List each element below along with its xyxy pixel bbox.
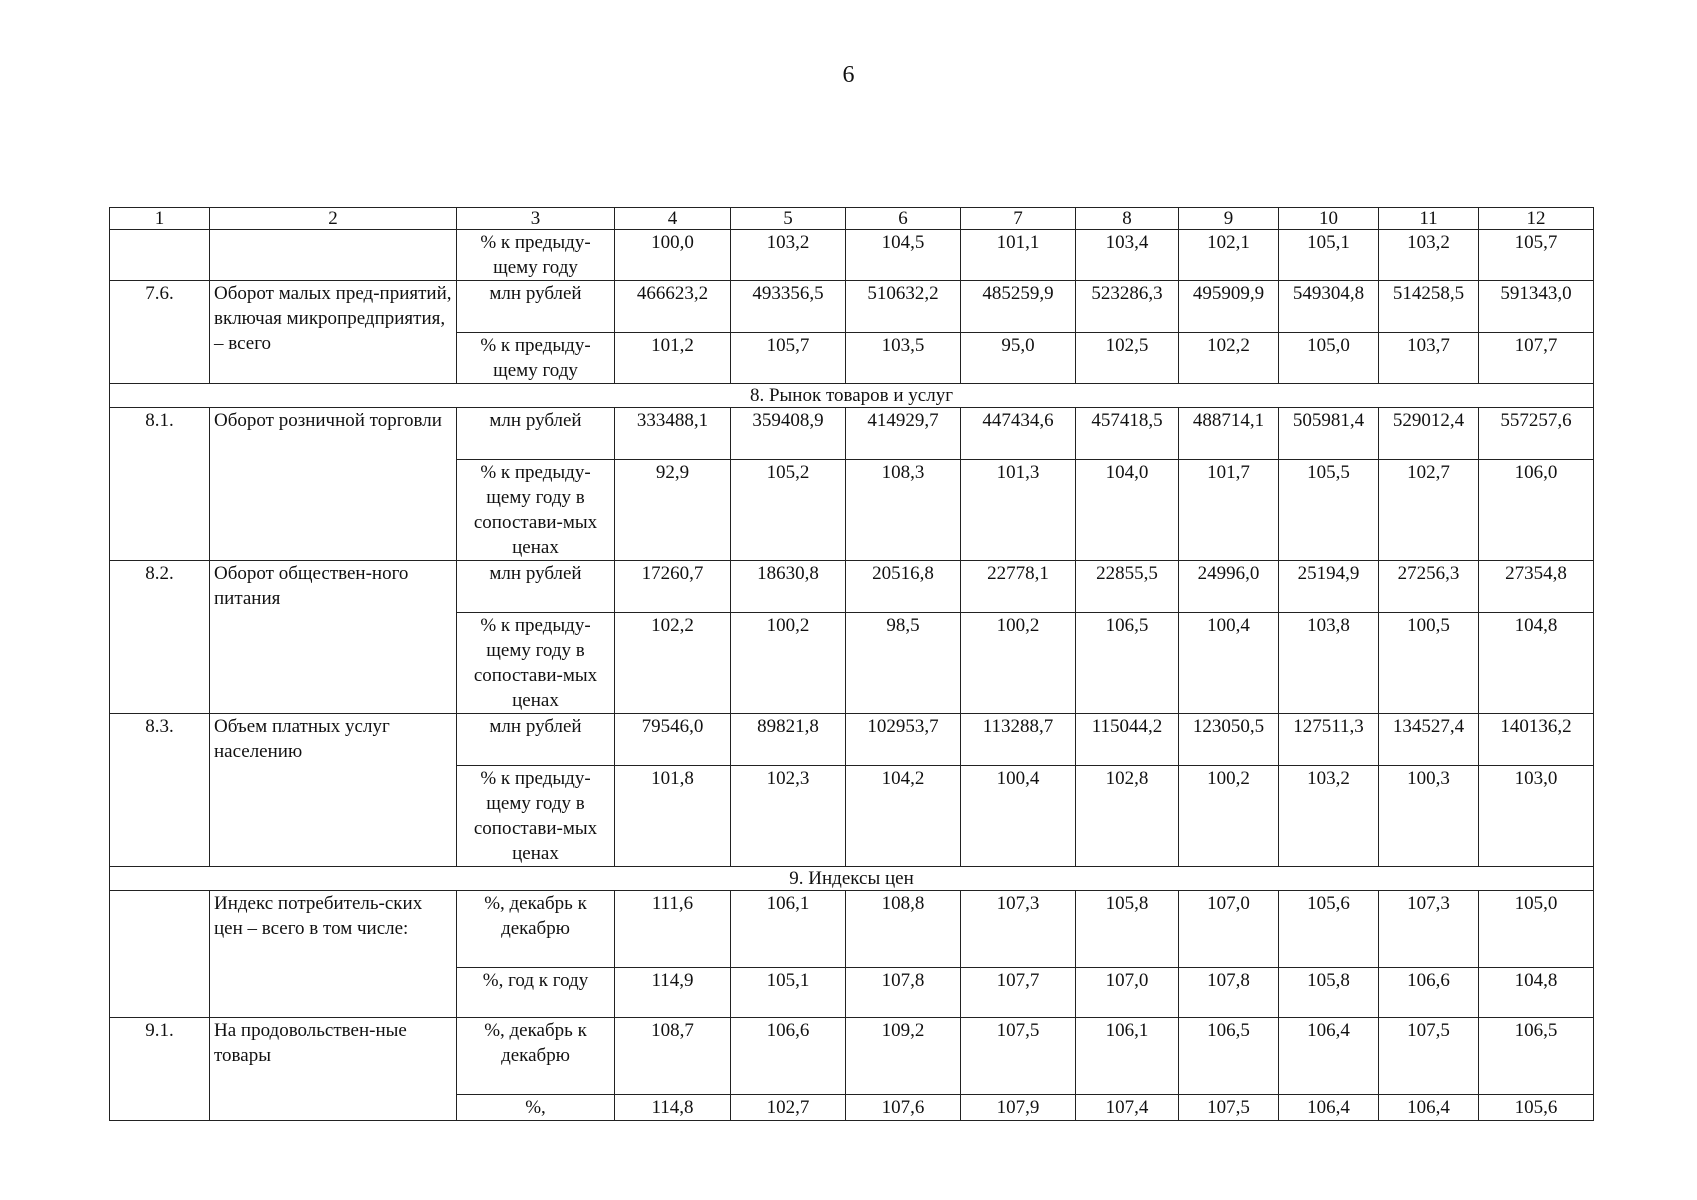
value-cell: 111,6 — [615, 891, 731, 968]
section-row — [110, 867, 1594, 891]
value-cell: 100,4 — [961, 766, 1076, 867]
value-cell: 20516,8 — [846, 561, 961, 613]
value-cell: 107,7 — [1479, 333, 1594, 384]
value-cell: 98,5 — [846, 613, 961, 714]
code-cell — [110, 891, 210, 1018]
value-cell: 105,7 — [731, 333, 846, 384]
value-cell: 104,8 — [1479, 968, 1594, 1018]
value-cell: 107,0 — [1076, 968, 1179, 1018]
value-cell: 505981,4 — [1279, 408, 1379, 460]
value-cell: 108,3 — [846, 460, 961, 561]
table-row — [110, 408, 1594, 460]
value-cell: 109,2 — [846, 1018, 961, 1095]
value-cell: 103,2 — [1279, 766, 1379, 867]
value-cell: 102,7 — [1379, 460, 1479, 561]
value-cell: 485259,9 — [961, 281, 1076, 333]
header-cell: 11 — [1379, 208, 1479, 230]
unit-cell: млн рублей — [457, 714, 615, 766]
value-cell: 523286,3 — [1076, 281, 1179, 333]
value-cell: 27256,3 — [1379, 561, 1479, 613]
value-cell: 102,2 — [1179, 333, 1279, 384]
value-cell: 105,2 — [731, 460, 846, 561]
value-cell: 105,6 — [1479, 1095, 1594, 1121]
value-cell: 104,0 — [1076, 460, 1179, 561]
header-cell: 12 — [1479, 208, 1594, 230]
value-cell: 102,2 — [615, 613, 731, 714]
value-cell: 107,6 — [846, 1095, 961, 1121]
value-cell: 107,3 — [961, 891, 1076, 968]
value-cell: 123050,5 — [1179, 714, 1279, 766]
value-cell: 107,3 — [1379, 891, 1479, 968]
unit-cell: %, декабрь к декабрю — [457, 1018, 615, 1095]
header-cell: 1 — [110, 208, 210, 230]
value-cell: 104,2 — [846, 766, 961, 867]
value-cell: 107,8 — [846, 968, 961, 1018]
value-cell: 102953,7 — [846, 714, 961, 766]
header-cell: 5 — [731, 208, 846, 230]
value-cell: 549304,8 — [1279, 281, 1379, 333]
value-cell: 103,7 — [1379, 333, 1479, 384]
value-cell: 22778,1 — [961, 561, 1076, 613]
value-cell: 488714,1 — [1179, 408, 1279, 460]
value-cell: 106,0 — [1479, 460, 1594, 561]
value-cell: 105,8 — [1076, 891, 1179, 968]
header-cell: 10 — [1279, 208, 1379, 230]
unit-cell: млн рублей — [457, 561, 615, 613]
value-cell: 105,6 — [1279, 891, 1379, 968]
value-cell: 108,7 — [615, 1018, 731, 1095]
value-cell: 102,5 — [1076, 333, 1179, 384]
statistics-table — [109, 207, 1594, 1121]
value-cell: 106,6 — [731, 1018, 846, 1095]
value-cell: 134527,4 — [1379, 714, 1479, 766]
value-cell: 101,2 — [615, 333, 731, 384]
value-cell: 104,5 — [846, 230, 961, 281]
value-cell: 100,3 — [1379, 766, 1479, 867]
value-cell: 100,2 — [961, 613, 1076, 714]
value-cell: 107,4 — [1076, 1095, 1179, 1121]
code-cell — [110, 230, 210, 281]
value-cell: 22855,5 — [1076, 561, 1179, 613]
value-cell: 107,0 — [1179, 891, 1279, 968]
name-cell: Оборот малых пред-приятий, включая микропредприятия, – всего — [210, 281, 457, 384]
value-cell: 106,5 — [1179, 1018, 1279, 1095]
value-cell: 114,8 — [615, 1095, 731, 1121]
value-cell: 457418,5 — [1076, 408, 1179, 460]
table-row — [110, 1018, 1594, 1095]
value-cell: 106,1 — [731, 891, 846, 968]
value-cell: 107,7 — [961, 968, 1076, 1018]
unit-cell: %, — [457, 1095, 615, 1121]
value-cell: 107,5 — [1179, 1095, 1279, 1121]
section-title: 9. Индексы цен — [110, 867, 1594, 891]
value-cell: 140136,2 — [1479, 714, 1594, 766]
value-cell: 103,0 — [1479, 766, 1594, 867]
value-cell: 529012,4 — [1379, 408, 1479, 460]
value-cell: 107,8 — [1179, 968, 1279, 1018]
value-cell: 106,4 — [1279, 1018, 1379, 1095]
unit-cell: %, год к году — [457, 968, 615, 1018]
value-cell: 495909,9 — [1179, 281, 1279, 333]
header-cell: 8 — [1076, 208, 1179, 230]
name-cell: На продовольствен-ные товары — [210, 1018, 457, 1121]
value-cell: 104,8 — [1479, 613, 1594, 714]
value-cell: 113288,7 — [961, 714, 1076, 766]
name-cell: Объем платных услуг населению — [210, 714, 457, 867]
name-cell — [210, 230, 457, 281]
table-row — [110, 230, 1594, 281]
value-cell: 108,8 — [846, 891, 961, 968]
value-cell: 92,9 — [615, 460, 731, 561]
table-row — [110, 714, 1594, 766]
value-cell: 106,4 — [1379, 1095, 1479, 1121]
value-cell: 107,5 — [961, 1018, 1076, 1095]
value-cell: 102,7 — [731, 1095, 846, 1121]
header-cell: 4 — [615, 208, 731, 230]
value-cell: 359408,9 — [731, 408, 846, 460]
value-cell: 102,3 — [731, 766, 846, 867]
value-cell: 17260,7 — [615, 561, 731, 613]
value-cell: 333488,1 — [615, 408, 731, 460]
unit-cell: млн рублей — [457, 281, 615, 333]
unit-cell: % к предыду-щему году — [457, 230, 615, 281]
value-cell: 103,5 — [846, 333, 961, 384]
value-cell: 103,8 — [1279, 613, 1379, 714]
value-cell: 105,7 — [1479, 230, 1594, 281]
value-cell: 95,0 — [961, 333, 1076, 384]
unit-cell: млн рублей — [457, 408, 615, 460]
value-cell: 18630,8 — [731, 561, 846, 613]
value-cell: 105,1 — [731, 968, 846, 1018]
value-cell: 101,8 — [615, 766, 731, 867]
value-cell: 106,6 — [1379, 968, 1479, 1018]
value-cell: 106,5 — [1076, 613, 1179, 714]
value-cell: 115044,2 — [1076, 714, 1179, 766]
header-cell: 3 — [457, 208, 615, 230]
value-cell: 89821,8 — [731, 714, 846, 766]
name-cell: Оборот розничной торговли — [210, 408, 457, 561]
table-row — [110, 891, 1594, 968]
code-cell: 8.1. — [110, 408, 210, 561]
value-cell: 114,9 — [615, 968, 731, 1018]
header-cell: 2 — [210, 208, 457, 230]
section-row — [110, 384, 1594, 408]
unit-cell: % к предыду-щему году в сопостави-мых ценах — [457, 613, 615, 714]
table-row — [110, 561, 1594, 613]
value-cell: 105,1 — [1279, 230, 1379, 281]
value-cell: 107,5 — [1379, 1018, 1479, 1095]
value-cell: 103,4 — [1076, 230, 1179, 281]
unit-cell: % к предыду-щему году — [457, 333, 615, 384]
value-cell: 510632,2 — [846, 281, 961, 333]
value-cell: 102,8 — [1076, 766, 1179, 867]
value-cell: 103,2 — [1379, 230, 1479, 281]
value-cell: 24996,0 — [1179, 561, 1279, 613]
value-cell: 25194,9 — [1279, 561, 1379, 613]
value-cell: 106,4 — [1279, 1095, 1379, 1121]
name-cell: Индекс потребитель-ских цен – всего в том числе: — [210, 891, 457, 1018]
value-cell: 101,7 — [1179, 460, 1279, 561]
unit-cell: %, декабрь к декабрю — [457, 891, 615, 968]
value-cell: 127511,3 — [1279, 714, 1379, 766]
code-cell: 7.6. — [110, 281, 210, 384]
unit-cell: % к предыду-щему году в сопостави-мых ценах — [457, 766, 615, 867]
value-cell: 466623,2 — [615, 281, 731, 333]
value-cell: 107,9 — [961, 1095, 1076, 1121]
value-cell: 105,5 — [1279, 460, 1379, 561]
value-cell: 100,5 — [1379, 613, 1479, 714]
value-cell: 447434,6 — [961, 408, 1076, 460]
code-cell: 9.1. — [110, 1018, 210, 1121]
value-cell: 100,2 — [1179, 766, 1279, 867]
value-cell: 100,2 — [731, 613, 846, 714]
value-cell: 103,2 — [731, 230, 846, 281]
code-cell: 8.2. — [110, 561, 210, 714]
value-cell: 414929,7 — [846, 408, 961, 460]
value-cell: 101,3 — [961, 460, 1076, 561]
header-row — [110, 208, 1594, 230]
value-cell: 101,1 — [961, 230, 1076, 281]
page-number: 6 — [842, 62, 855, 88]
header-cell: 6 — [846, 208, 961, 230]
section-title: 8. Рынок товаров и услуг — [110, 384, 1594, 408]
value-cell: 105,0 — [1279, 333, 1379, 384]
value-cell: 105,0 — [1479, 891, 1594, 968]
value-cell: 27354,8 — [1479, 561, 1594, 613]
value-cell: 493356,5 — [731, 281, 846, 333]
value-cell: 514258,5 — [1379, 281, 1479, 333]
value-cell: 591343,0 — [1479, 281, 1594, 333]
value-cell: 557257,6 — [1479, 408, 1594, 460]
table-row — [110, 281, 1594, 333]
value-cell: 105,8 — [1279, 968, 1379, 1018]
value-cell: 79546,0 — [615, 714, 731, 766]
value-cell: 100,0 — [615, 230, 731, 281]
value-cell: 102,1 — [1179, 230, 1279, 281]
value-cell: 106,5 — [1479, 1018, 1594, 1095]
code-cell: 8.3. — [110, 714, 210, 867]
unit-cell: % к предыду-щему году в сопостави-мых ценах — [457, 460, 615, 561]
header-cell: 9 — [1179, 208, 1279, 230]
value-cell: 106,1 — [1076, 1018, 1179, 1095]
name-cell: Оборот обществен-ного питания — [210, 561, 457, 714]
header-cell: 7 — [961, 208, 1076, 230]
value-cell: 100,4 — [1179, 613, 1279, 714]
